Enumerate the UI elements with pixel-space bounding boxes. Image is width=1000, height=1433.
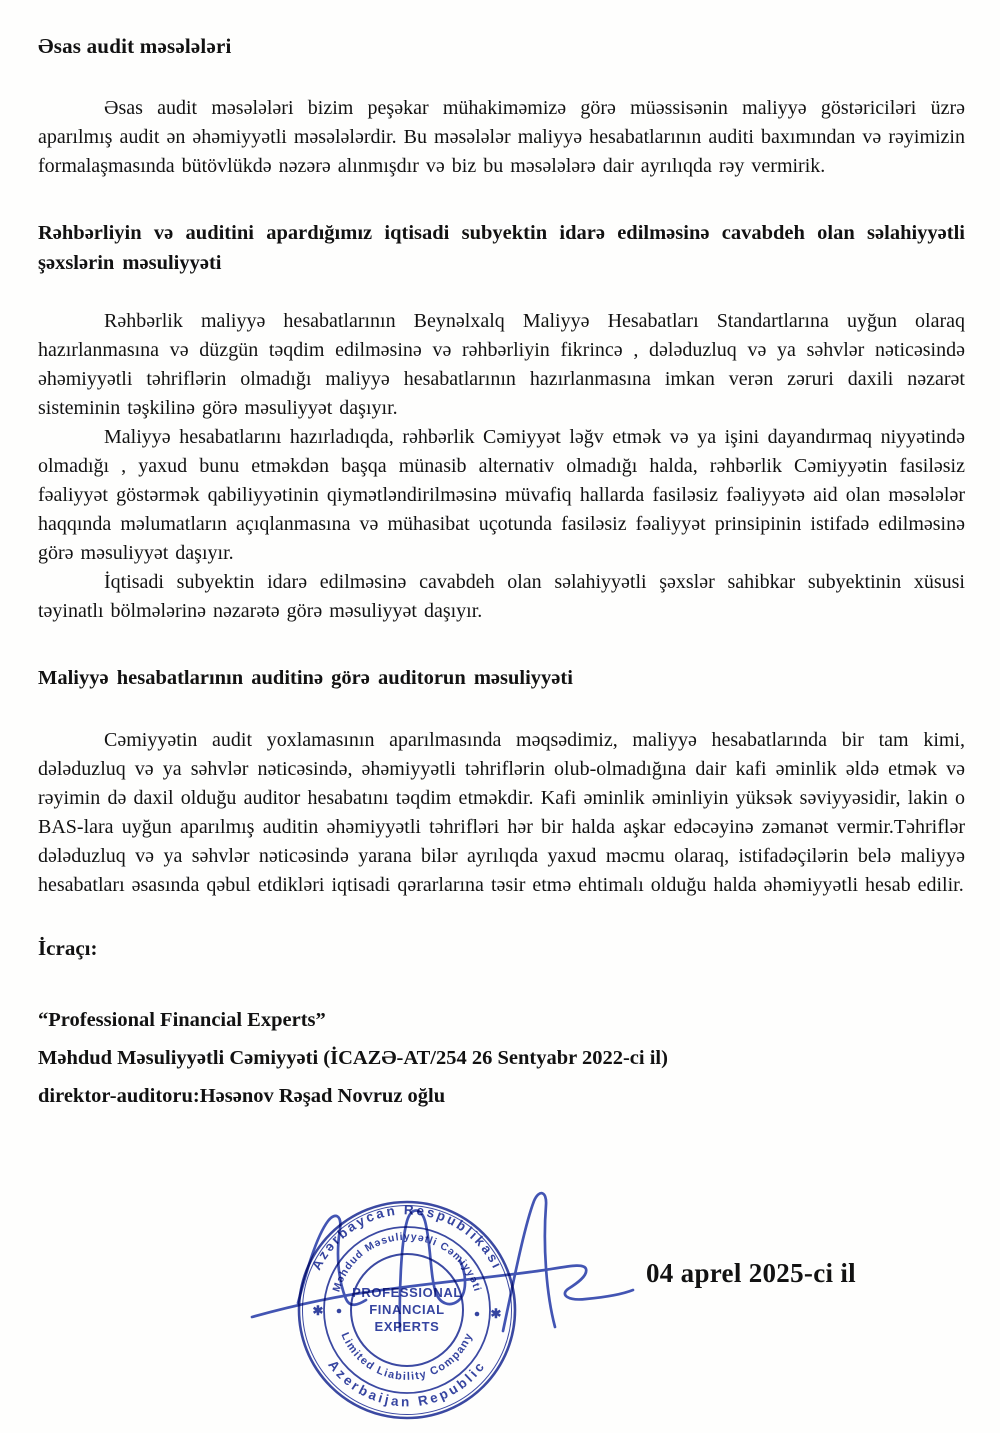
signature-stroke-center-loop <box>400 1211 465 1332</box>
firm-license-details: Məhdud Məsuliyyətli Cəmiyyəti (İCAZƏ-AT/254 26 Sentyabr 2022-ci il) <box>38 1047 668 1069</box>
signature-stroke-left-loop <box>298 1216 366 1305</box>
stamp-star-left-icon: ✱ <box>312 1303 324 1318</box>
firm-name: “Professional Financial Experts” <box>38 1009 326 1031</box>
section-title-auditor-responsibility: Maliyyə hesabatlarının auditinə görə auditorun məsuliyyəti <box>38 667 573 689</box>
signature-stroke-horizontal <box>252 1266 633 1317</box>
stamp-text-republic-en: Azerbaijan Republic <box>325 1357 489 1410</box>
paragraph-governance-oversight: İqtisadi subyektin idarə edilməsinə cavabdeh olan səlahiyyətli şəxslər sahibkar subyektinin xüsusi təyinatlı bölmələrinə nəzarətə görə məsuliyyət daşıyır. <box>38 571 965 622</box>
section-title-key-audit-matters: Əsas audit məsələləri <box>38 34 232 58</box>
stamp-center-line3: EXPERTS <box>374 1319 440 1334</box>
section-title-governance-responsibility: Rəhbərliyin və auditini apardığımız iqtisadi subyektin idarə edilməsinə cavabdeh olan səlahiyyətli şəxslərin məsuliyyəti <box>38 222 965 274</box>
director-auditor-name: direktor-auditoru:Həsənov Rəşad Novruz oğlu <box>38 1085 446 1107</box>
executor-label: İcraçı: <box>38 936 98 960</box>
stamp-text-llc-az: Məhdud Məsuliyyətli Cəmiyyəti <box>330 1230 484 1294</box>
paragraph-going-concern: Maliyyə hesabatlarını hazırladıqda, rəhbərlik Cəmiyyət ləğv etmək və ya işini dayandırmaq niyyətində olmadığı , yaxud bunu etməkdən başqa münasib alternativ olmadığı halda, rəhbərlik Cəmiyyətin fasiləsiz fəaliyyət göstərmək qabiliyyətinin qiymətləndirilməsinə müvafiq hallarda fasiləsiz fəaliyyətə aid olan məsələlər haqqında məlumatların açıqlanmasına və mühasibat uçotunda fasiləsiz fəaliyyət prinsipinin istifadə edilməsinə görə məsuliyyət daşıyır. <box>38 426 965 564</box>
document-body <box>38 0 965 1115</box>
stamp-center-line1: PROFESSIONAL <box>352 1285 462 1300</box>
stamp-text-republic-az: Azərbaycan Respublikası <box>308 1202 506 1273</box>
signature-stroke-tall-loop <box>503 1193 555 1331</box>
stamp-star-right-icon: ✱ <box>490 1306 502 1321</box>
paragraph-auditor-responsibility: Cəmiyyətin audit yoxlamasının aparılmasında məqsədimiz, maliyyə hesabatlarında bir tam kimi, dələduzluq və ya səhvlər nəticəsində, əhəmiyyətli təhriflərin olub-olmadığına dair kafi əminlik əldə etmək və rəyimin də daxil olduğu auditor hesabatını təqdim etməkdir. Kafi əminlik əminliyin yüksək səviyyəsidir, lakin o BAS-lara uyğun aparılmış auditin əhəmiyyətli təhrifləri hər bir halda aşkar edəcəyinə zəmanət vermir.Təhriflər dələduzluq və ya səhvlər nəticəsində yarana bilər ayrılıqda yaxud məcmu olaraq, istifadəçilərin belə maliyyə hesabatları əsasında qəbul etdikləri iqtisadi qərarlarına təsir etmə ehtimalı olduğu halda əhəmiyyətli hesab edilir. <box>38 729 965 896</box>
report-date: 04 aprel 2025-ci il <box>646 1258 856 1288</box>
paragraph-key-audit-matters: Əsas audit məsələləri bizim peşəkar mühakiməmizə görə müəssisənin maliyyə göstəriciləri üzrə aparılmış audit ən əhəmiyyətli məsələlərdir. Bu məsələlər maliyyə hesabatlarının auditi baxımından və rəyimizin formalaşmasında bütövlükdə nəzərə alınmışdır və biz bu məsələlərə dair ayrılıqda rəy vermirik. <box>38 97 965 177</box>
signature-block <box>38 1001 965 1115</box>
paragraph-management-responsibility: Rəhbərlik maliyyə hesabatlarının Beynəlxalq Maliyyə Hesabatları Standartlarına uyğun olaraq hazırlanmasına və düzgün təqdim edilməsinə və rəhbərliyin fikrincə , dələduzluq və ya səhvlər nəticəsində əhəmiyyətli təhriflərin olmadığı maliyyə hesabatlarının hazırlanmasına imkan verən zəruri daxili nəzarət sisteminin təşkilinə görə məsuliyyət daşıyır. <box>38 310 965 419</box>
signature-ink <box>240 1185 660 1433</box>
stamp-text-llc-en: Limited Liability Company <box>338 1330 476 1383</box>
stamp-center-line2: FINANCIAL <box>369 1302 445 1317</box>
